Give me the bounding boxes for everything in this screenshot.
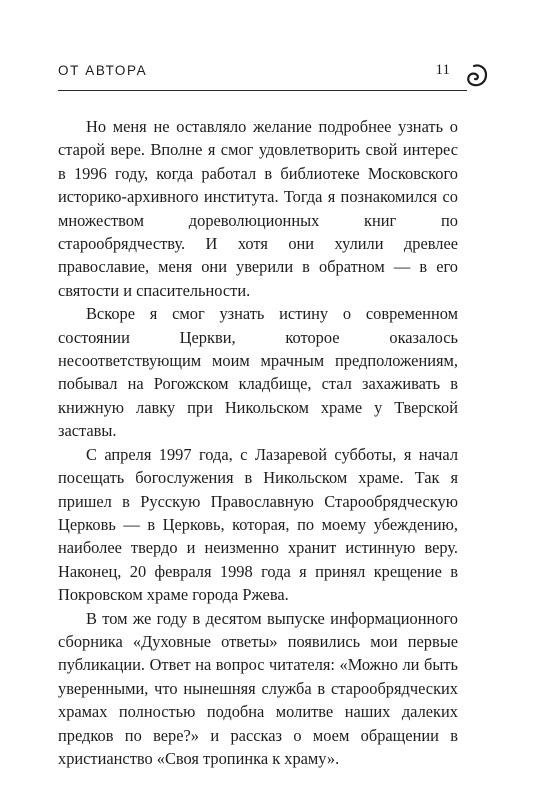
running-header (58, 60, 468, 86)
page-number: 11 (435, 62, 450, 78)
section-title: ОТ АВТОРА (58, 63, 148, 78)
paragraph-1: Но меня не оставляло желание подробнее узнать о старой вере. Вполне я смог удовлетворить свой интерес в 1996 году, когда работал в библиотеке Московского историко-архивного института. Тогда я познакомился со множеством дореволюционных книг по старообрядчеству. И хотя они хулили древлее православие, меня они уверили в обратном — в его святости и спасительности. (58, 117, 458, 300)
header-rule (58, 90, 467, 91)
swirl-ornament-icon (462, 60, 490, 90)
paragraph-2: Вскоре я смог узнать истину о современном состоянии Церкви, которое оказалось несоответствующим моим мрачным предположениям, побывал на Рогожском кладбище, стал захаживать в книжную лавку при Никольском храме у Тверской заставы. (58, 304, 458, 441)
body-text (58, 115, 458, 770)
paragraph-3: С апреля 1997 года, с Лазаревой субботы, я начал посещать богослужения в Никольском храме. Так я пришел в Русскую Православную Старообрядческую Церковь — в Церковь, которая, по моему убеждению, наиболее твердо и неизменно хранит истинную веру. Наконец, 20 февраля 1998 года я принял крещение в Покровском храме города Ржева. (58, 444, 458, 605)
paragraph-4: В том же году в десятом выпуске информационного сборника «Духовные ответы» появились мои первые публикации. Ответ на вопрос читателя: «Можно ли быть уверенными, что нынешняя служба в старообрядческих храмах полностью подобна молитве наших далеких предков по вере?» и рассказ о моем обращении в христианство «Своя тропинка к храму». (58, 608, 458, 768)
